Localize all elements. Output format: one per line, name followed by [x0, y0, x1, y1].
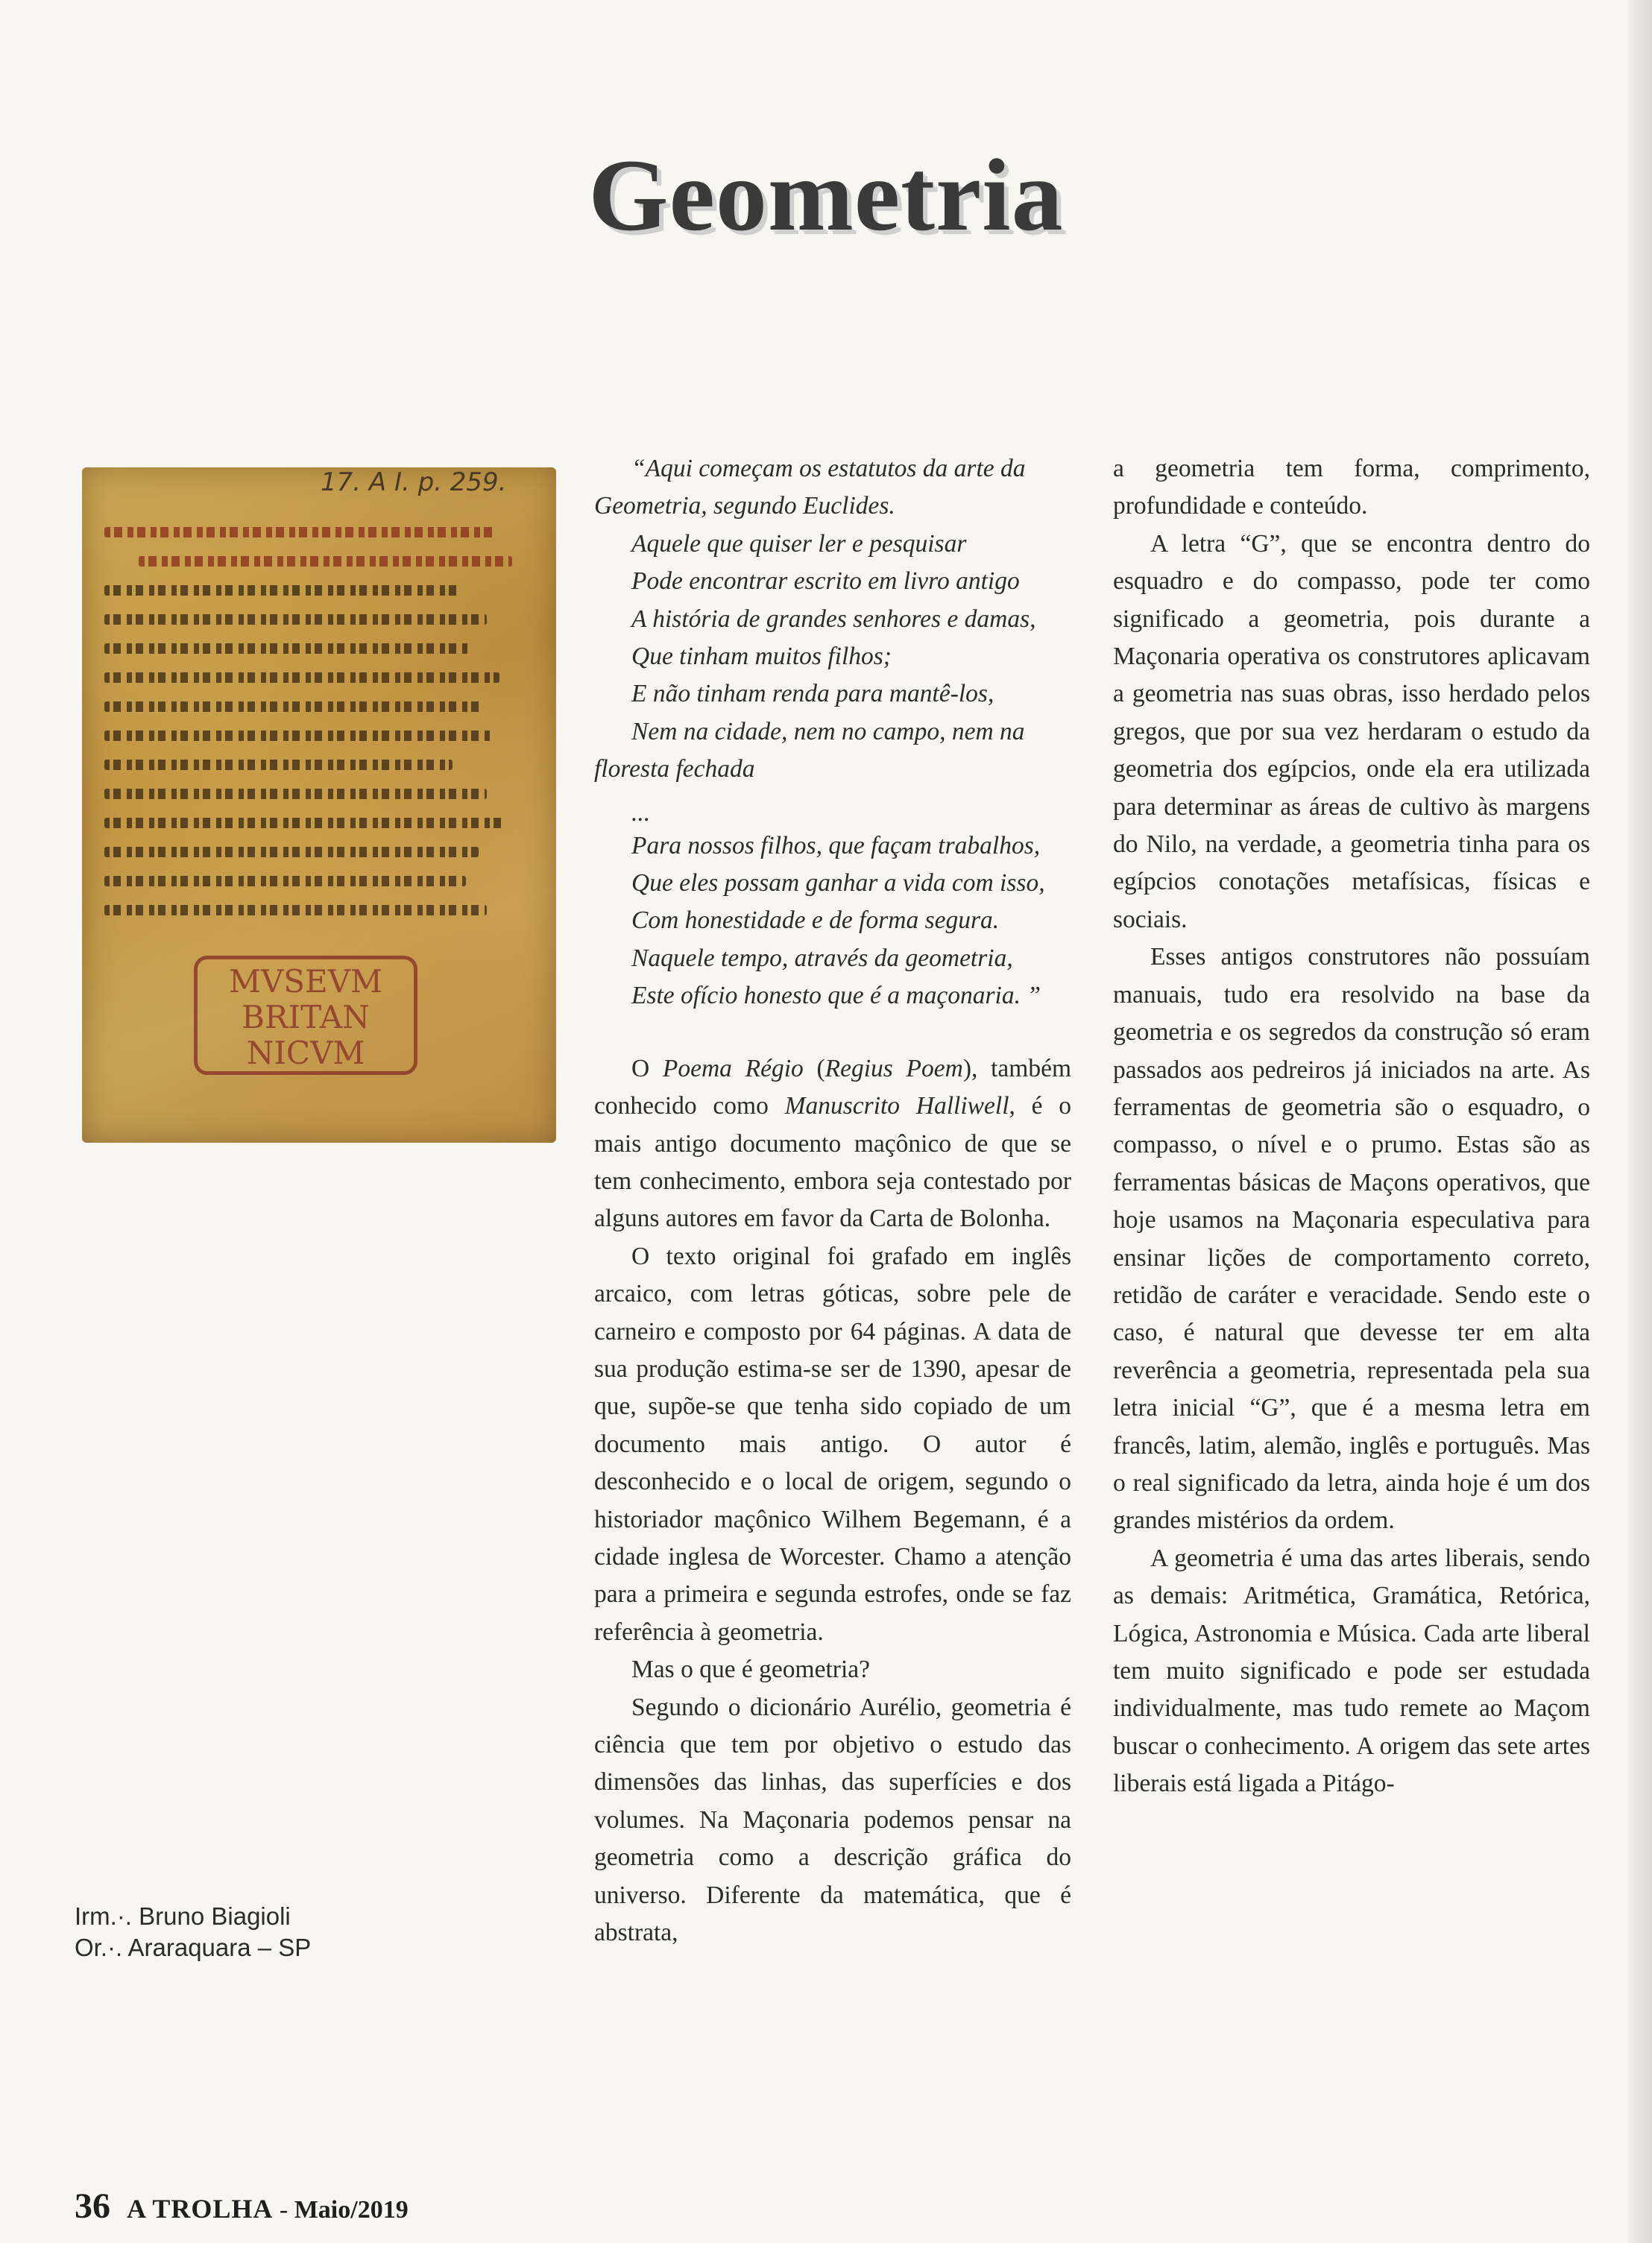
- manuscript-image: [82, 467, 556, 1143]
- body-paragraph: Mas o que é geometria?: [631, 1656, 870, 1684]
- poem-line: A história de grandes senhores e damas,: [631, 605, 1036, 633]
- column-middle: [594, 450, 1071, 1952]
- page-title: Geometria: [588, 138, 1064, 252]
- page-footer: [75, 2186, 409, 2227]
- column-right: [1113, 450, 1590, 1803]
- poem-line: Para nossos filhos, que façam trabalhos,: [631, 831, 1041, 859]
- body-paragraph: O texto original foi grafado em inglês arcaico, com letras góticas, sobre pele de carneiro e composto por 64 páginas. A data de sua produção estima-se ser de 1390, apesar de que, supõe-se que tenha sido copiado de um documento mais antigo. O autor é desconhecido e o local de origem, segundo o historiador maçônico Wilhem Begemann, é a cidade inglesa de Worcester. Chamo a atenção para a primeira e segunda estrofes, onde se faz referência à geometria.: [594, 1242, 1071, 1646]
- author-name: Irm.·. Bruno Biagioli: [75, 1902, 291, 1930]
- poem-line: Naquele tempo, através da geometria,: [631, 944, 1013, 972]
- page-edge-shadow: [1628, 0, 1652, 2243]
- poem-line: Nem na cidade, nem no campo, nem na floresta fechada: [594, 717, 1025, 783]
- poem-line: Que eles possam ganhar a vida com isso,: [631, 869, 1045, 897]
- footer-separator: -: [273, 2196, 294, 2224]
- museum-stamp: MVSEVM BRITAN NICVM: [194, 956, 417, 1075]
- poem-line: Este ofício honesto que é a maçonaria. ”: [631, 982, 1041, 1010]
- body-paragraph: a geometria tem forma, comprimento, profundidade e conteúdo.: [1113, 455, 1590, 520]
- poem-quote: [594, 450, 1071, 1015]
- page-number: 36: [75, 2186, 110, 2226]
- intro-paragraph: O Poema Régio (Regius Poem), também conhecido como Manuscrito Halliwell, é o mais antigo documento maçônico de que se tem conhecimento, embora seja contestado por alguns autores em favor da Carta de Bolonha.: [594, 1054, 1071, 1233]
- body-paragraph: Esses antigos construtores não possuíam manuais, tudo era resolvido na base da geometria e os segredos da construção só eram passados aos pedreiros já iniciados na arte. As ferramentas de geometria são o esquadro, o compasso, o nível e o prumo. Estas são as ferramentas básicas de Maçons operativos, que hoje usamos na Maçonaria especulativa para ensinar lições de comportamento correto, retidão de caráter e veracidade. Sendo este o caso, é natural que devesse ter em alta reverência a geometria, representada pela sua letra inicial “G”, que é a mesma letra em francês, latim, alemão, inglês e português. Mas o real significado da letra, ainda hoje é um dos grandes mistérios da ordem.: [1113, 943, 1590, 1535]
- author-location: Or.·. Araraquara – SP: [75, 1934, 312, 1961]
- poem-line: E não tinham renda para mantê-los,: [631, 680, 994, 708]
- poem-ellipsis: ...: [631, 798, 651, 827]
- manuscript-script-lines: [104, 527, 529, 934]
- body-paragraph: A geometria é uma das artes liberais, sendo as demais: Aritmética, Gramática, Retórica, Lógica, Astronomia e Música. Cada arte liberal tem muito significado e pode ser estudada individualmente, mas tudo remete ao Maçom buscar o conhecimento. A origem das sete artes liberais está ligada a Pitágo-: [1113, 1544, 1590, 1798]
- poem-line: “Aqui começam os estatutos da arte da Geometria, segundo Euclides.: [594, 455, 1026, 520]
- body-paragraph: A letra “G”, que se encontra dentro do esquadro e do compasso, pode ter como significado a geometria, pois durante a Maçonaria operativa os construtores aplicavam a geometria nas suas obras, isso herdado pelos gregos, que por sua vez herdaram o estudo da geometria dos egípcios, onde ela era utilizada para determinar as áreas de cultivo às margens do Nilo, na verdade, a geometria tinha para os egípcios conotações metafísicas, físicas e sociais.: [1113, 529, 1590, 933]
- poem-line: Aquele que quiser ler e pesquisar: [631, 529, 967, 558]
- manuscript-reference: 17. A I. p. 259.: [321, 467, 507, 497]
- issue-date: Maio/2019: [294, 2196, 409, 2224]
- poem-line: Com honestidade e de forma segura.: [631, 906, 1000, 935]
- body-paragraph: Segundo o dicionário Aurélio, geometria é ciência que tem por objetivo o estudo das dimensões das linhas, das superfícies e dos volumes. Na Maçonaria podemos pensar na geometria como a descrição gráfica do universo. Diferente da matemática, que é abstrata,: [594, 1693, 1071, 1947]
- poem-line: Que tinham muitos filhos;: [631, 643, 892, 671]
- poem-line: Pode encontrar escrito em livro antigo: [631, 567, 1020, 596]
- author-credit: [75, 1901, 311, 1963]
- magazine-name: A TROLHA: [127, 2194, 274, 2224]
